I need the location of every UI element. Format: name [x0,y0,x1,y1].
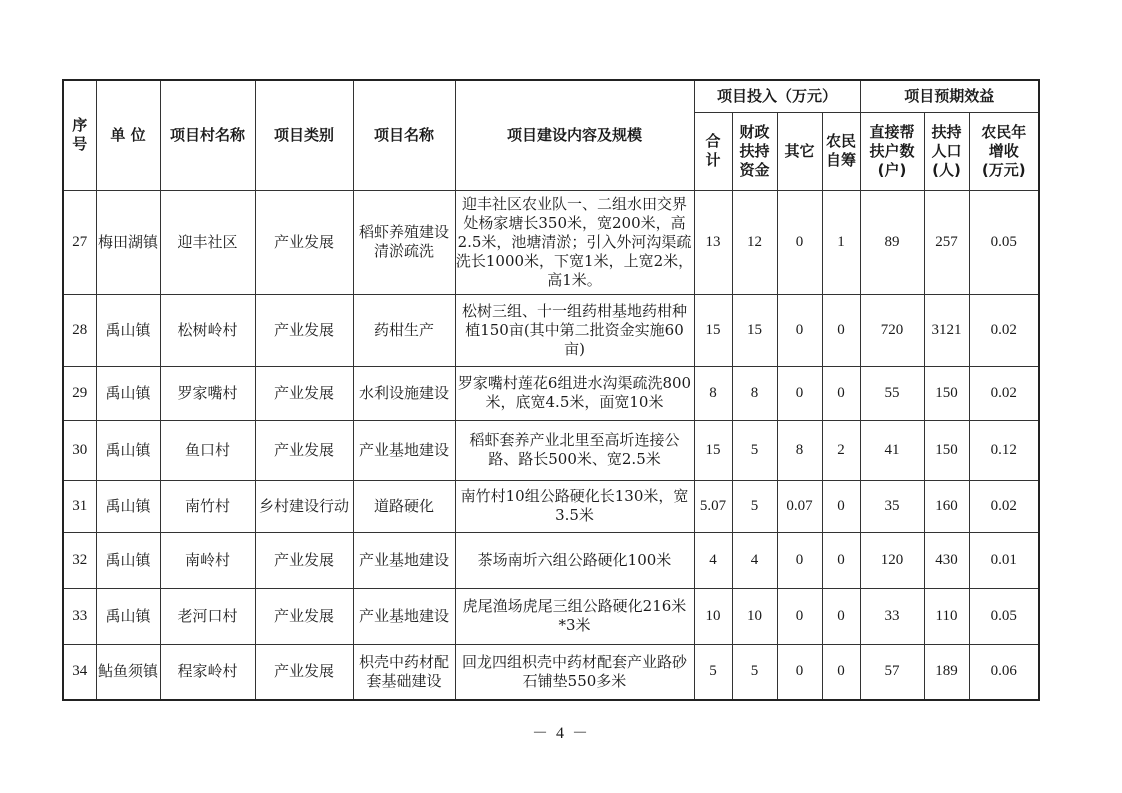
cell-village: 松树岭村 [160,294,255,366]
cell-farmer-self: 1 [822,190,860,294]
header-seq: 序号 [63,80,96,190]
cell-total: 5 [694,644,732,700]
header-investment-group: 项目投入（万元） [694,80,860,112]
header-content: 项目建设内容及规模 [455,80,694,190]
cell-content: 虎尾渔场虎尾三组公路硬化216米*3米 [455,588,694,644]
cell-other: 0 [777,190,822,294]
cell-project-name: 药柑生产 [353,294,455,366]
table-row [63,532,1039,588]
cell-content: 稻虾套养产业北里至高圻连接公路、路长500米、宽2.5米 [455,420,694,480]
cell-unit: 禹山镇 [96,532,160,588]
cell-fiscal: 4 [732,532,777,588]
cell-seq: 34 [63,644,96,700]
cell-fiscal: 10 [732,588,777,644]
cell-total: 10 [694,588,732,644]
cell-project-name: 枳壳中药材配套基础建设 [353,644,455,700]
header-farmer-self: 农民自筹 [822,112,860,190]
table-row [63,480,1039,532]
header-supported-people: 扶持人口(人) [924,112,969,190]
page-number: － 4 － [531,725,590,742]
cell-fiscal: 12 [732,190,777,294]
table-row [63,644,1039,700]
cell-farmer-self: 0 [822,644,860,700]
table-row [63,366,1039,420]
cell-fiscal: 8 [732,366,777,420]
cell-farmer-self: 0 [822,480,860,532]
cell-people: 3121 [924,294,969,366]
table-row [63,190,1039,294]
cell-village: 罗家嘴村 [160,366,255,420]
cell-people: 430 [924,532,969,588]
header-village: 项目村名称 [160,80,255,190]
header-unit: 单 位 [96,80,160,190]
cell-households: 120 [860,532,924,588]
cell-category: 产业发展 [255,366,353,420]
cell-total: 5.07 [694,480,732,532]
cell-households: 720 [860,294,924,366]
cell-unit: 禹山镇 [96,420,160,480]
cell-seq: 32 [63,532,96,588]
cell-content: 迎丰社区农业队一、二组水田交界处杨家塘长350米，宽200米，高2.5米，池塘清淤；引入外河沟渠疏洗长1000米，下宽1米，上宽2米，高1米。 [455,190,694,294]
cell-other: 0 [777,294,822,366]
cell-households: 55 [860,366,924,420]
header-benefit-group: 项目预期效益 [860,80,1039,112]
cell-content: 松树三组、十一组药柑基地药柑种植150亩(其中第二批资金实施60亩) [455,294,694,366]
cell-seq: 31 [63,480,96,532]
cell-income: 0.01 [969,532,1039,588]
cell-category: 产业发展 [255,190,353,294]
cell-farmer-self: 0 [822,366,860,420]
cell-people: 110 [924,588,969,644]
cell-project-name: 产业基地建设 [353,588,455,644]
cell-households: 89 [860,190,924,294]
cell-households: 57 [860,644,924,700]
cell-category: 产业发展 [255,644,353,700]
cell-category: 产业发展 [255,588,353,644]
cell-total: 4 [694,532,732,588]
cell-income: 0.05 [969,190,1039,294]
header-direct-households: 直接帮扶户数(户) [860,112,924,190]
cell-village: 程家岭村 [160,644,255,700]
cell-category: 乡村建设行动 [255,480,353,532]
cell-households: 35 [860,480,924,532]
cell-total: 8 [694,366,732,420]
cell-unit: 禹山镇 [96,588,160,644]
cell-category: 产业发展 [255,294,353,366]
cell-people: 150 [924,366,969,420]
cell-households: 33 [860,588,924,644]
cell-income: 0.02 [969,366,1039,420]
cell-income: 0.02 [969,294,1039,366]
cell-other: 8 [777,420,822,480]
cell-seq: 33 [63,588,96,644]
cell-farmer-self: 2 [822,420,860,480]
cell-unit: 禹山镇 [96,480,160,532]
cell-village: 迎丰社区 [160,190,255,294]
cell-income: 0.05 [969,588,1039,644]
cell-fiscal: 5 [732,420,777,480]
table-row [63,420,1039,480]
cell-farmer-self: 0 [822,532,860,588]
cell-other: 0 [777,532,822,588]
cell-fiscal: 5 [732,480,777,532]
table-row [63,294,1039,366]
header-fiscal: 财政扶持资金 [732,112,777,190]
cell-income: 0.06 [969,644,1039,700]
cell-category: 产业发展 [255,420,353,480]
cell-seq: 28 [63,294,96,366]
cell-content: 罗家嘴村莲花6组进水沟渠疏洗800米，底宽4.5米，面宽10米 [455,366,694,420]
cell-people: 189 [924,644,969,700]
cell-people: 150 [924,420,969,480]
cell-total: 13 [694,190,732,294]
cell-village: 南竹村 [160,480,255,532]
cell-other: 0.07 [777,480,822,532]
cell-content: 南竹村10组公路硬化长130米，宽3.5米 [455,480,694,532]
cell-farmer-self: 0 [822,588,860,644]
cell-project-name: 水利设施建设 [353,366,455,420]
header-project-name: 项目名称 [353,80,455,190]
cell-total: 15 [694,420,732,480]
header-total: 合计 [694,112,732,190]
cell-income: 0.12 [969,420,1039,480]
header-income-increase: 农民年增收(万元) [969,112,1039,190]
cell-farmer-self: 0 [822,294,860,366]
cell-unit: 鲇鱼须镇 [96,644,160,700]
cell-total: 15 [694,294,732,366]
cell-category: 产业发展 [255,532,353,588]
cell-income: 0.02 [969,480,1039,532]
cell-households: 41 [860,420,924,480]
cell-people: 160 [924,480,969,532]
cell-other: 0 [777,644,822,700]
cell-fiscal: 15 [732,294,777,366]
cell-fiscal: 5 [732,644,777,700]
cell-village: 鱼口村 [160,420,255,480]
cell-unit: 禹山镇 [96,366,160,420]
cell-project-name: 产业基地建设 [353,420,455,480]
cell-content: 回龙四组枳壳中药材配套产业路砂石铺垫550多米 [455,644,694,700]
cell-project-name: 稻虾养殖建设清淤疏洗 [353,190,455,294]
header-other: 其它 [777,112,822,190]
cell-content: 茶场南圻六组公路硬化100米 [455,532,694,588]
table-row [63,588,1039,644]
cell-village: 南岭村 [160,532,255,588]
cell-other: 0 [777,588,822,644]
header-category: 项目类别 [255,80,353,190]
cell-unit: 禹山镇 [96,294,160,366]
cell-project-name: 道路硬化 [353,480,455,532]
cell-seq: 30 [63,420,96,480]
cell-seq: 29 [63,366,96,420]
project-table [62,79,1040,701]
cell-people: 257 [924,190,969,294]
cell-project-name: 产业基地建设 [353,532,455,588]
cell-village: 老河口村 [160,588,255,644]
cell-seq: 27 [63,190,96,294]
cell-other: 0 [777,366,822,420]
cell-unit: 梅田湖镇 [96,190,160,294]
